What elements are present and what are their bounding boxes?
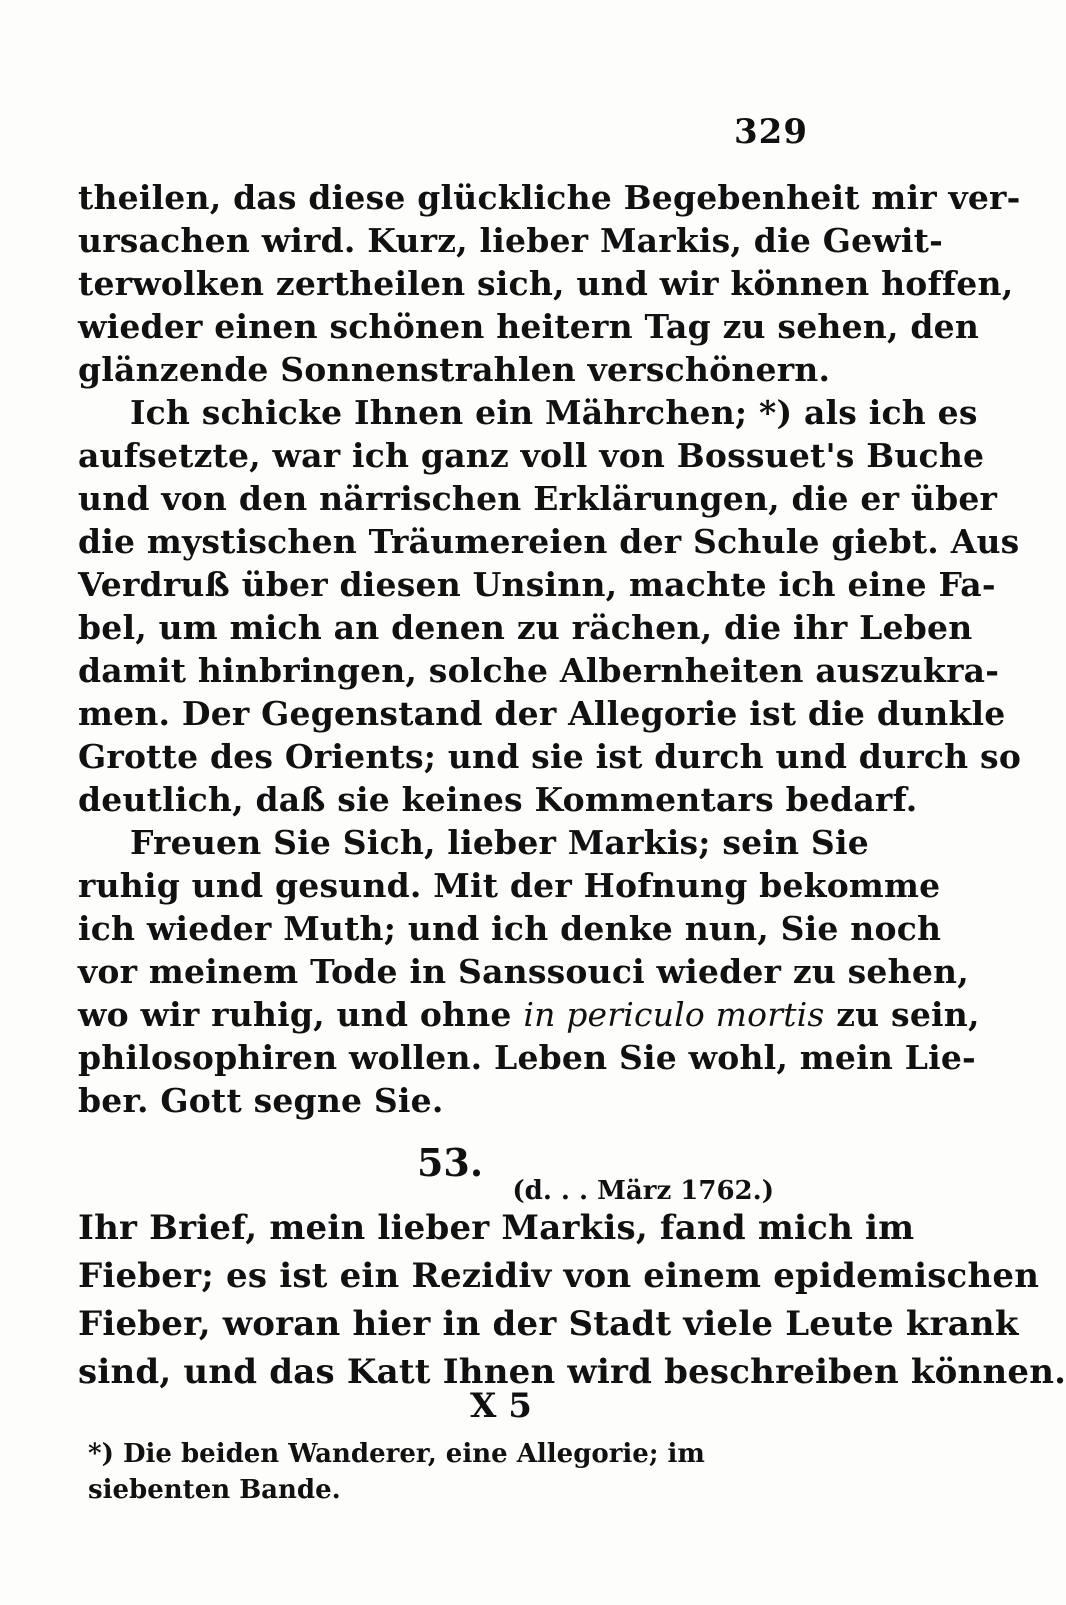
text-line: ursachen wird. Kurz, lieber Markis, die Gewit- — [78, 221, 943, 260]
text-line: wieder einen schönen heitern Tag zu sehen, den — [78, 307, 980, 346]
text-line: und von den närrischen Erklärungen, die er über — [78, 479, 998, 518]
letter-52-body — [78, 176, 1022, 1122]
text-line: men. Der Gegenstand der Allegorie ist die dunkle — [78, 694, 1006, 733]
text-line: Freuen Sie Sich, lieber Markis; sein Sie — [130, 823, 869, 862]
text-line: ber. Gott segne Sie. — [78, 1081, 444, 1120]
text-line: Ich schicke Ihnen ein Mährchen; *) als ich es — [130, 393, 978, 432]
text-line: ich wieder Muth; und ich denke nun, Sie noch — [78, 909, 942, 948]
latin-phrase: in periculo mortis — [523, 995, 825, 1034]
text-line: sind, und das Katt Ihnen wird beschreiben können. — [78, 1352, 1066, 1392]
text-line: philosophiren wollen. Leben Sie wohl, mein Lie- — [78, 1038, 976, 1077]
text-line: glänzende Sonnenstrahlen verschönern. — [78, 350, 831, 389]
letter-date: (d. . . März 1762.) — [512, 1176, 774, 1206]
text-line: aufsetzte, war ich ganz voll von Bossuet's Buche — [78, 436, 985, 475]
signature-mark: X 5 — [470, 1386, 532, 1426]
letter-53-body — [78, 1204, 1066, 1396]
text-line: ruhig und gesund. Mit der Hofnung bekomme — [78, 866, 941, 905]
text-line: theilen, das diese glückliche Begebenheit mir ver- — [78, 178, 1021, 217]
page-number: 329 — [734, 112, 808, 152]
text-line: deutlich, daß sie keines Kommentars bedarf. — [78, 780, 918, 819]
text-line: Verdruß über diesen Unsinn, machte ich eine Fa- — [78, 565, 996, 604]
text-segment: zu sein, — [824, 995, 980, 1034]
text-line: die mystischen Träumereien der Schule giebt. Aus — [78, 522, 1020, 561]
letter-number: 53. — [416, 1140, 484, 1185]
text-line: damit hinbringen, solche Albernheiten auszukra- — [78, 651, 1000, 690]
footnote: *) Die beiden Wanderer, eine Allegorie; im siebenten Bande. — [88, 1439, 705, 1505]
text-line: vor meinem Tode in Sanssouci wieder zu sehen, — [78, 952, 969, 991]
text-line — [78, 993, 980, 1036]
text-line: bel, um mich an denen zu rächen, die ihr Leben — [78, 608, 973, 647]
text-line: Fieber; es ist ein Rezidiv von einem epidemischen — [78, 1256, 1040, 1296]
text-line: terwolken zertheilen sich, und wir können hoffen, — [78, 264, 1014, 303]
text-line: Ihr Brief, mein lieber Markis, fand mich im — [78, 1208, 915, 1248]
text-segment: wo wir ruhig, und ohne — [78, 995, 524, 1034]
text-line: Fieber, woran hier in der Stadt viele Leute krank — [78, 1304, 1019, 1344]
text-line: Grotte des Orients; und sie ist durch und durch so — [78, 737, 1022, 776]
